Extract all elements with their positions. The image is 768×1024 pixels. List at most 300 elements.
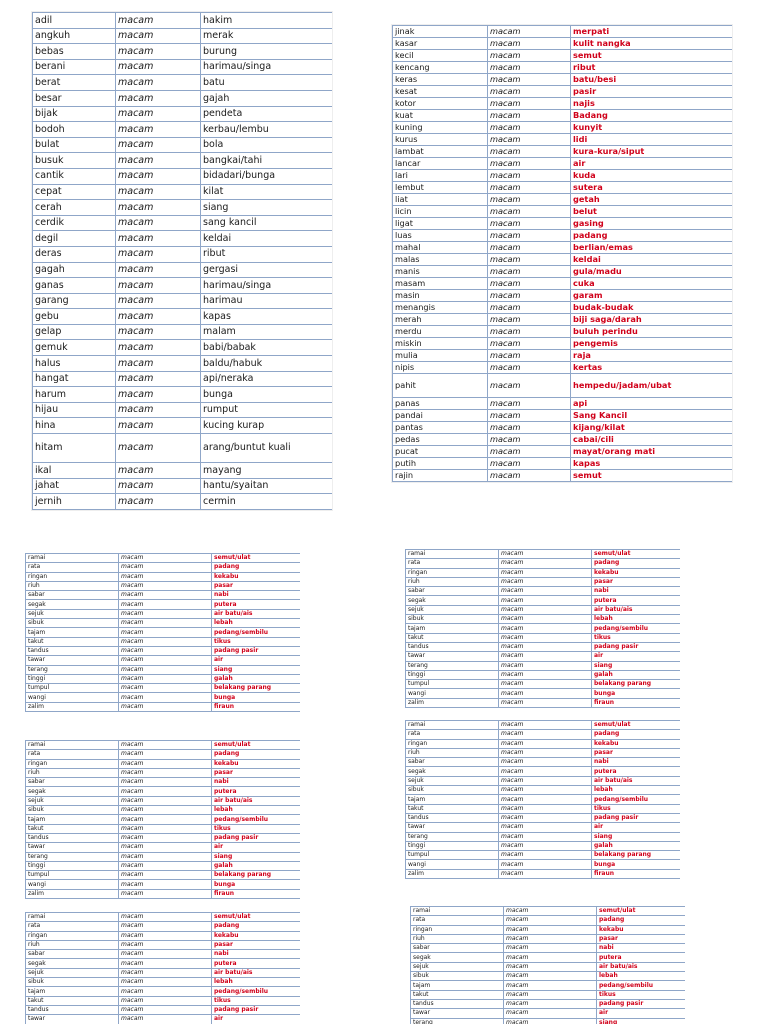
connector-cell: macam: [499, 860, 592, 869]
table-row: [393, 218, 733, 230]
table-row: [33, 371, 333, 387]
comparison-cell: burung: [201, 44, 333, 60]
table-row: [393, 230, 733, 242]
connector-cell: macam: [116, 246, 201, 262]
comparison-cell: ribut: [571, 62, 733, 74]
table-row: [411, 953, 686, 962]
comparison-cell: padang pasir: [212, 646, 301, 655]
comparison-cell: belakang parang: [212, 684, 301, 693]
comparison-cell: rumput: [201, 402, 333, 418]
table-row: [406, 860, 681, 869]
connector-cell: macam: [119, 759, 212, 768]
adjective-cell: ligat: [393, 218, 488, 230]
comparison-cell: pedang/sembilu: [212, 815, 301, 824]
connector-cell: macam: [119, 796, 212, 805]
comparison-cell: air: [597, 1009, 686, 1018]
adjective-cell: hitam: [33, 434, 116, 463]
adjective-cell: tawar: [411, 1009, 504, 1018]
connector-cell: macam: [116, 356, 201, 372]
page-6: [405, 720, 680, 888]
connector-cell: macam: [119, 591, 212, 600]
table-row: [26, 796, 301, 805]
connector-cell: macam: [499, 786, 592, 795]
connector-cell: macam: [504, 990, 597, 999]
table-row: [33, 402, 333, 418]
connector-cell: macam: [119, 554, 212, 563]
connector-cell: macam: [488, 230, 571, 242]
table-row: [393, 194, 733, 206]
table-row: [393, 434, 733, 446]
connector-cell: macam: [119, 833, 212, 842]
table-row: [411, 981, 686, 990]
table-row: [393, 170, 733, 182]
table-row: [26, 871, 301, 880]
connector-cell: macam: [119, 996, 212, 1005]
connector-cell: macam: [119, 1015, 212, 1024]
connector-cell: macam: [116, 59, 201, 75]
comparison-cell: bunga: [201, 387, 333, 403]
adjective-cell: tandus: [26, 1005, 119, 1014]
comparison-cell: pasar: [597, 934, 686, 943]
page-3: [25, 553, 300, 713]
connector-cell: macam: [499, 605, 592, 614]
table-row: [406, 596, 681, 605]
connector-cell: macam: [499, 559, 592, 568]
table-row: [406, 615, 681, 624]
comparison-cell: air batu/ais: [212, 609, 301, 618]
adjective-cell: tawar: [26, 656, 119, 665]
connector-cell: macam: [116, 75, 201, 91]
adjective-cell: gelap: [33, 324, 116, 340]
comparison-cell: belakang parang: [592, 680, 681, 689]
connector-cell: macam: [119, 656, 212, 665]
table-row: [33, 122, 333, 138]
connector-cell: macam: [119, 693, 212, 702]
connector-cell: macam: [116, 402, 201, 418]
comparison-cell: padang: [571, 230, 733, 242]
comparison-cell: lebah: [592, 615, 681, 624]
table-row: [33, 153, 333, 169]
comparison-cell: kijang/kilat: [571, 422, 733, 434]
table-row: [411, 907, 686, 916]
table-row: [33, 200, 333, 216]
adjective-cell: tumpul: [26, 871, 119, 880]
table-row: [406, 758, 681, 767]
comparison-cell: kilat: [201, 184, 333, 200]
table-row: [406, 767, 681, 776]
comparison-cell: semut: [571, 50, 733, 62]
table-row: [406, 851, 681, 860]
table-row: [26, 554, 301, 563]
connector-cell: macam: [488, 194, 571, 206]
connector-cell: macam: [488, 350, 571, 362]
table-row: [26, 940, 301, 949]
comparison-cell: mayang: [201, 463, 333, 479]
comparison-cell: raja: [571, 350, 733, 362]
connector-cell: macam: [119, 940, 212, 949]
comparison-cell: bangkai/tahi: [201, 153, 333, 169]
comparison-cell: putera: [592, 596, 681, 605]
table-row: [393, 74, 733, 86]
comparison-cell: air: [592, 823, 681, 832]
connector-cell: macam: [116, 231, 201, 247]
adjective-cell: tandus: [406, 642, 499, 651]
table-row: [406, 730, 681, 739]
comparison-cell: sutera: [571, 182, 733, 194]
connector-cell: macam: [488, 446, 571, 458]
table-page-4: [405, 549, 680, 708]
connector-cell: macam: [119, 768, 212, 777]
connector-cell: macam: [119, 600, 212, 609]
connector-cell: macam: [119, 665, 212, 674]
connector-cell: macam: [119, 978, 212, 987]
connector-cell: macam: [119, 922, 212, 931]
page-7: [25, 912, 300, 1024]
comparison-cell: air: [212, 1015, 301, 1024]
connector-cell: macam: [499, 776, 592, 785]
connector-cell: macam: [116, 293, 201, 309]
comparison-cell: padang: [212, 922, 301, 931]
connector-cell: macam: [504, 944, 597, 953]
comparison-cell: garam: [571, 290, 733, 302]
table-row: [393, 182, 733, 194]
comparison-cell: belakang parang: [592, 851, 681, 860]
comparison-cell: bidadari/bunga: [201, 168, 333, 184]
table-row: [26, 572, 301, 581]
comparison-cell: bunga: [592, 860, 681, 869]
connector-cell: macam: [119, 861, 212, 870]
table-row: [26, 889, 301, 898]
page-2: [392, 25, 732, 482]
table-row: [26, 741, 301, 750]
adjective-cell: tumpul: [406, 680, 499, 689]
table-row: [26, 581, 301, 590]
connector-cell: macam: [116, 371, 201, 387]
adjective-cell: hangat: [33, 371, 116, 387]
comparison-cell: nabi: [212, 950, 301, 959]
comparison-cell: bunga: [212, 880, 301, 889]
comparison-cell: lebah: [212, 978, 301, 987]
table-row: [406, 587, 681, 596]
table-row: [406, 605, 681, 614]
comparison-cell: semut: [571, 470, 733, 482]
adjective-cell: tinggi: [406, 841, 499, 850]
table-row: [393, 146, 733, 158]
connector-cell: macam: [488, 62, 571, 74]
comparison-cell: air: [212, 843, 301, 852]
adjective-cell: busuk: [33, 153, 116, 169]
adjective-cell: ganas: [33, 278, 116, 294]
adjective-cell: mulia: [393, 350, 488, 362]
comparison-cell: pedang/sembilu: [592, 795, 681, 804]
adjective-cell: cerdik: [33, 215, 116, 231]
comparison-cell: tikus: [212, 824, 301, 833]
connector-cell: macam: [504, 1018, 597, 1024]
table-page-1: [32, 12, 332, 510]
comparison-cell: galah: [212, 861, 301, 870]
table-row: [393, 398, 733, 410]
adjective-cell: sabar: [411, 944, 504, 953]
table-row: [26, 987, 301, 996]
table-page-7: [25, 912, 300, 1024]
comparison-cell: nabi: [597, 944, 686, 953]
comparison-cell: kura-kura/siput: [571, 146, 733, 158]
table-row: [406, 689, 681, 698]
comparison-cell: kertas: [571, 362, 733, 374]
adjective-cell: terang: [411, 1018, 504, 1024]
connector-cell: macam: [488, 338, 571, 350]
adjective-cell: harum: [33, 387, 116, 403]
connector-cell: macam: [488, 242, 571, 254]
adjective-cell: ringan: [406, 739, 499, 748]
adjective-cell: tajam: [406, 624, 499, 633]
adjective-cell: rata: [26, 750, 119, 759]
connector-cell: macam: [119, 750, 212, 759]
connector-cell: macam: [116, 184, 201, 200]
adjective-cell: tajam: [26, 987, 119, 996]
connector-cell: macam: [488, 74, 571, 86]
adjective-cell: riuh: [26, 768, 119, 777]
adjective-cell: segak: [26, 787, 119, 796]
connector-cell: macam: [499, 804, 592, 813]
comparison-cell: lebah: [212, 806, 301, 815]
table-row: [33, 463, 333, 479]
comparison-cell: putera: [212, 600, 301, 609]
table-row: [33, 28, 333, 44]
table-row: [26, 880, 301, 889]
connector-cell: macam: [116, 494, 201, 510]
connector-cell: macam: [116, 13, 201, 29]
table-row: [393, 110, 733, 122]
adjective-cell: riuh: [411, 934, 504, 943]
table-row: [33, 478, 333, 494]
comparison-cell: cuka: [571, 278, 733, 290]
connector-cell: macam: [116, 309, 201, 325]
comparison-cell: pasar: [212, 940, 301, 949]
table-row: [411, 1018, 686, 1024]
connector-cell: macam: [488, 182, 571, 194]
connector-cell: macam: [488, 434, 571, 446]
adjective-cell: ramai: [406, 550, 499, 559]
table-row: [26, 759, 301, 768]
connector-cell: macam: [119, 637, 212, 646]
comparison-cell: kunyit: [571, 122, 733, 134]
comparison-cell: kucing kurap: [201, 418, 333, 434]
adjective-cell: tawar: [406, 652, 499, 661]
comparison-cell: merak: [201, 28, 333, 44]
connector-cell: macam: [488, 470, 571, 482]
adjective-cell: sejuk: [26, 796, 119, 805]
comparison-cell: berlian/emas: [571, 242, 733, 254]
table-page-8: [410, 906, 685, 1024]
comparison-cell: semut/ulat: [212, 913, 301, 922]
adjective-cell: berat: [33, 75, 116, 91]
comparison-cell: semut/ulat: [592, 721, 681, 730]
connector-cell: macam: [488, 98, 571, 110]
adjective-cell: segak: [406, 596, 499, 605]
comparison-cell: sang kancil: [201, 215, 333, 231]
comparison-cell: pasir: [571, 86, 733, 98]
adjective-cell: takut: [26, 637, 119, 646]
connector-cell: macam: [504, 962, 597, 971]
adjective-cell: tinggi: [406, 670, 499, 679]
table-row: [393, 38, 733, 50]
adjective-cell: sibuk: [406, 786, 499, 795]
adjective-cell: sejuk: [26, 968, 119, 977]
table-row: [411, 934, 686, 943]
connector-cell: macam: [119, 843, 212, 852]
table-row: [26, 931, 301, 940]
table-row: [33, 262, 333, 278]
adjective-cell: tawar: [26, 1015, 119, 1024]
table-row: [26, 922, 301, 931]
connector-cell: macam: [119, 824, 212, 833]
adjective-cell: sabar: [26, 778, 119, 787]
comparison-cell: pendeta: [201, 106, 333, 122]
comparison-cell: siang: [212, 665, 301, 674]
comparison-cell: padang: [212, 750, 301, 759]
adjective-cell: liat: [393, 194, 488, 206]
adjective-cell: ikal: [33, 463, 116, 479]
adjective-cell: rata: [406, 730, 499, 739]
table-row: [33, 494, 333, 510]
comparison-cell: firaun: [592, 869, 681, 878]
adjective-cell: tandus: [411, 999, 504, 1008]
comparison-cell: api/neraka: [201, 371, 333, 387]
comparison-cell: putera: [212, 959, 301, 968]
comparison-cell: keldai: [201, 231, 333, 247]
connector-cell: macam: [119, 787, 212, 796]
connector-cell: macam: [499, 550, 592, 559]
adjective-cell: zalim: [406, 869, 499, 878]
comparison-cell: air: [592, 652, 681, 661]
adjective-cell: ramai: [406, 721, 499, 730]
adjective-cell: kurus: [393, 134, 488, 146]
table-row: [393, 314, 733, 326]
adjective-cell: tajam: [411, 981, 504, 990]
comparison-cell: siang: [592, 832, 681, 841]
connector-cell: macam: [499, 739, 592, 748]
table-row: [406, 680, 681, 689]
adjective-cell: sejuk: [406, 776, 499, 785]
adjective-cell: halus: [33, 356, 116, 372]
comparison-cell: gasing: [571, 218, 733, 230]
comparison-cell: kapas: [571, 458, 733, 470]
adjective-cell: bijak: [33, 106, 116, 122]
comparison-cell: padang: [597, 916, 686, 925]
adjective-cell: pantas: [393, 422, 488, 434]
adjective-cell: sibuk: [26, 619, 119, 628]
connector-cell: macam: [119, 581, 212, 590]
adjective-cell: miskin: [393, 338, 488, 350]
table-row: [33, 278, 333, 294]
table-row: [393, 86, 733, 98]
connector-cell: macam: [499, 758, 592, 767]
table-row: [406, 795, 681, 804]
table-row: [406, 652, 681, 661]
comparison-cell: padang pasir: [597, 999, 686, 1008]
adjective-cell: takut: [411, 990, 504, 999]
connector-cell: macam: [116, 418, 201, 434]
table-row: [406, 813, 681, 822]
connector-cell: macam: [119, 880, 212, 889]
table-row: [393, 362, 733, 374]
comparison-cell: padang pasir: [592, 813, 681, 822]
comparison-cell: firaun: [212, 702, 301, 711]
adjective-cell: cepat: [33, 184, 116, 200]
connector-cell: macam: [499, 587, 592, 596]
adjective-cell: adil: [33, 13, 116, 29]
connector-cell: macam: [499, 615, 592, 624]
connector-cell: macam: [119, 628, 212, 637]
connector-cell: macam: [504, 953, 597, 962]
comparison-cell: nabi: [592, 758, 681, 767]
table-row: [406, 869, 681, 878]
comparison-cell: firaun: [212, 889, 301, 898]
comparison-cell: hakim: [201, 13, 333, 29]
connector-cell: macam: [116, 106, 201, 122]
adjective-cell: segak: [26, 600, 119, 609]
adjective-cell: ramai: [26, 554, 119, 563]
adjective-cell: tajam: [406, 795, 499, 804]
adjective-cell: takut: [26, 996, 119, 1005]
comparison-cell: siang: [592, 661, 681, 670]
comparison-cell: pasar: [212, 768, 301, 777]
adjective-cell: pahit: [393, 374, 488, 398]
adjective-cell: pedas: [393, 434, 488, 446]
table-row: [406, 670, 681, 679]
connector-cell: macam: [488, 86, 571, 98]
table-row: [33, 418, 333, 434]
adjective-cell: cerah: [33, 200, 116, 216]
table-row: [26, 609, 301, 618]
comparison-cell: malam: [201, 324, 333, 340]
comparison-cell: kerbau/lembu: [201, 122, 333, 138]
comparison-cell: kekabu: [592, 568, 681, 577]
table-row: [411, 962, 686, 971]
adjective-cell: segak: [411, 953, 504, 962]
connector-cell: macam: [488, 158, 571, 170]
table-row: [26, 968, 301, 977]
connector-cell: macam: [499, 652, 592, 661]
adjective-cell: bebas: [33, 44, 116, 60]
adjective-cell: wangi: [406, 689, 499, 698]
connector-cell: macam: [119, 931, 212, 940]
connector-cell: macam: [499, 568, 592, 577]
comparison-cell: tikus: [212, 996, 301, 1005]
connector-cell: macam: [488, 254, 571, 266]
comparison-cell: pedang/sembilu: [212, 628, 301, 637]
comparison-cell: buluh perindu: [571, 326, 733, 338]
comparison-cell: air: [212, 656, 301, 665]
connector-cell: macam: [116, 122, 201, 138]
adjective-cell: sejuk: [26, 609, 119, 618]
connector-cell: macam: [488, 314, 571, 326]
adjective-cell: ringan: [406, 568, 499, 577]
adjective-cell: rajin: [393, 470, 488, 482]
comparison-cell: baldu/habuk: [201, 356, 333, 372]
adjective-cell: kuning: [393, 122, 488, 134]
adjective-cell: sejuk: [411, 962, 504, 971]
table-row: [406, 832, 681, 841]
adjective-cell: ringan: [26, 572, 119, 581]
comparison-cell: padang: [592, 730, 681, 739]
connector-cell: macam: [116, 153, 201, 169]
table-row: [26, 768, 301, 777]
adjective-cell: sabar: [26, 950, 119, 959]
adjective-cell: kotor: [393, 98, 488, 110]
connector-cell: macam: [499, 823, 592, 832]
